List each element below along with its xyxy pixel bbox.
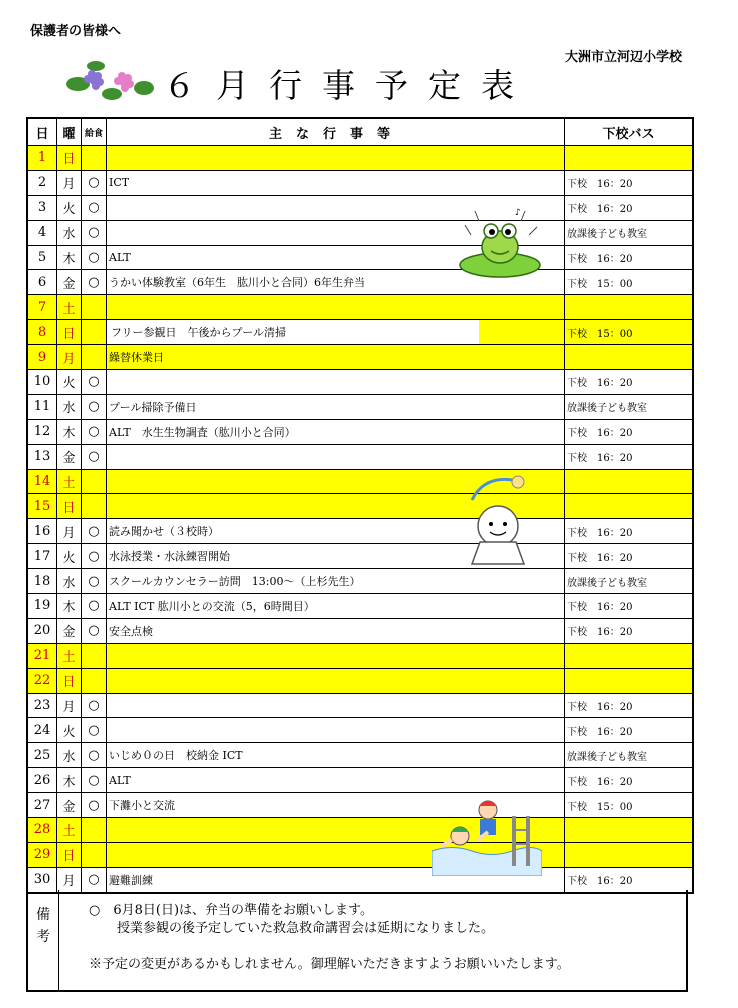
table-row [27,394,693,419]
table-row [27,469,693,494]
row-event: 避難訓練 [107,867,565,892]
row-event [107,320,565,345]
table-header-row [27,118,693,146]
row-event [107,693,565,718]
row-bus: 下校 15：00 [565,320,694,345]
row-weekday: 火 [57,195,82,220]
row-bus: 下校 16：20 [565,618,694,643]
table-row [27,768,693,793]
row-bus [565,295,694,320]
row-lunch: ○ [82,394,107,419]
row-bus: 下校 15：00 [565,793,694,818]
row-lunch: ○ [82,793,107,818]
row-day: 10 [27,370,57,395]
table-row [27,345,693,370]
row-event-highlight [479,320,564,344]
row-bus: 下校 16：20 [565,419,694,444]
table-row [27,370,693,395]
row-weekday: 土 [57,643,82,668]
schedule-table [26,117,694,894]
table-row [27,793,693,818]
row-lunch: ○ [82,519,107,544]
row-weekday: 月 [57,170,82,195]
row-day: 18 [27,569,57,594]
row-bus: 下校 16：20 [565,693,694,718]
table-row [27,245,693,270]
row-bus: 下校 16：20 [565,170,694,195]
table-row [27,818,693,843]
table-row [27,618,693,643]
col-events: 主な行事等 [107,118,565,146]
row-lunch: ○ [82,170,107,195]
row-weekday: 水 [57,569,82,594]
swimming-kids-illustration [432,796,542,876]
table-row [27,295,693,320]
table-row [27,220,693,245]
row-weekday: 土 [57,469,82,494]
row-weekday: 月 [57,519,82,544]
table-row [27,170,693,195]
row-day: 27 [27,793,57,818]
row-bus: 下校 16：20 [565,519,694,544]
row-lunch: ○ [82,370,107,395]
row-day: 26 [27,768,57,793]
table-row [27,444,693,469]
row-weekday: 月 [57,345,82,370]
row-event [107,146,565,171]
row-day: 12 [27,419,57,444]
row-weekday: 日 [57,494,82,519]
notes-table [26,890,688,992]
row-weekday: 火 [57,544,82,569]
row-lunch: ○ [82,867,107,892]
row-lunch: ○ [82,569,107,594]
note-line-3: ※予定の変更があるかもしれません。御理解いただきますようお願いいたします。 [89,957,570,972]
row-lunch [82,345,107,370]
col-bus: 下校バス [565,118,694,146]
row-bus: 放課後子ども教室 [565,220,694,245]
row-event-text: フリー参観日 午後からプール清掃 [109,320,479,344]
row-bus: 下校 16：20 [565,867,694,892]
row-lunch: ○ [82,195,107,220]
row-bus [565,668,694,693]
notes-label [27,890,59,991]
row-weekday: 日 [57,842,82,867]
row-event [107,718,565,743]
row-event: 読み聞かせ（３校時） [107,519,565,544]
row-event: 繰替休業日 [107,345,565,370]
row-day: 24 [27,718,57,743]
school-name: 大洲市立河辺小学校 [564,50,682,65]
row-day: 23 [27,693,57,718]
row-bus: 放課後子ども教室 [565,569,694,594]
row-bus: 放課後子ども教室 [565,743,694,768]
table-row [27,270,693,295]
row-weekday: 土 [57,295,82,320]
table-row [27,569,693,594]
row-day: 21 [27,643,57,668]
row-day: 7 [27,295,57,320]
row-weekday: 水 [57,743,82,768]
row-day: 8 [27,320,57,345]
row-lunch: ○ [82,594,107,619]
row-bus: 下校 16：20 [565,245,694,270]
row-weekday: 水 [57,220,82,245]
row-bus [565,818,694,843]
table-row [27,195,693,220]
row-day: 22 [27,668,57,693]
row-weekday: 金 [57,444,82,469]
to-parents-text: 保護者の皆様へ [30,24,122,39]
row-day: 4 [27,220,57,245]
row-day: 20 [27,618,57,643]
table-row [27,419,693,444]
table-row [27,519,693,544]
row-event: 安全点検 [107,618,565,643]
note-line-2: 授業参観の後予定していた救急救命講習会は延期になりました。 [117,921,495,936]
row-weekday: 水 [57,394,82,419]
row-event: 水泳授業・水泳練習開始 [107,544,565,569]
row-bus: 下校 16：20 [565,544,694,569]
row-weekday: 月 [57,693,82,718]
row-weekday: 月 [57,867,82,892]
col-day: 日 [27,118,57,146]
row-lunch [82,320,107,345]
notes-label-2: 考 [36,929,50,945]
row-event: ALT [107,768,565,793]
row-bus: 下校 16：20 [565,444,694,469]
table-row [27,146,693,171]
row-day: 25 [27,743,57,768]
row-bus: 下校 16：20 [565,768,694,793]
notes-body [59,890,688,991]
row-event [107,668,565,693]
row-weekday: 日 [57,668,82,693]
table-row [27,842,693,867]
row-event: うかい体験教室（6年生 肱川小と合同）6年生弁当 [107,270,565,295]
row-lunch: ○ [82,743,107,768]
row-lunch: ○ [82,544,107,569]
row-bus: 下校 16：20 [565,195,694,220]
row-weekday: 木 [57,245,82,270]
table-row [27,743,693,768]
row-lunch: ○ [82,220,107,245]
row-weekday: 火 [57,718,82,743]
table-row [27,544,693,569]
row-event: ICT [107,170,565,195]
row-lunch [82,494,107,519]
row-lunch: ○ [82,245,107,270]
row-event: ALT 水生生物調査（肱川小と合同） [107,419,565,444]
row-event: プール掃除予備日 [107,394,565,419]
row-event [107,295,565,320]
row-day: 6 [27,270,57,295]
row-bus [565,842,694,867]
row-lunch: ○ [82,718,107,743]
row-weekday: 金 [57,618,82,643]
row-day: 16 [27,519,57,544]
row-day: 29 [27,842,57,867]
row-day: 11 [27,394,57,419]
row-day: 5 [27,245,57,270]
note-line-1: ○ 6月8日(日)は、弁当の準備をお願いします。 [89,903,373,918]
row-day: 17 [27,544,57,569]
table-row [27,594,693,619]
table-row [27,643,693,668]
row-weekday: 金 [57,270,82,295]
row-day: 1 [27,146,57,171]
svg-text:♪: ♪ [515,208,521,218]
row-weekday: 日 [57,146,82,171]
row-lunch [82,469,107,494]
row-lunch [82,842,107,867]
row-bus: 下校 16：20 [565,718,694,743]
teru-teru-bozu-illustration [462,472,534,572]
row-event: いじめ０の日 校納金 ICT [107,743,565,768]
row-lunch: ○ [82,693,107,718]
row-day: 28 [27,818,57,843]
row-lunch: ○ [82,444,107,469]
row-lunch: ○ [82,768,107,793]
row-day: 3 [27,195,57,220]
row-weekday: 日 [57,320,82,345]
row-day: 14 [27,469,57,494]
col-weekday: 曜 [57,118,82,146]
row-weekday: 木 [57,594,82,619]
row-bus: 下校 16：20 [565,370,694,395]
row-weekday: 金 [57,793,82,818]
row-bus [565,345,694,370]
row-day: 19 [27,594,57,619]
table-row [27,494,693,519]
page-title: ６月行事予定表 [163,66,534,105]
row-weekday: 火 [57,370,82,395]
row-day: 15 [27,494,57,519]
row-lunch [82,668,107,693]
row-weekday: 土 [57,818,82,843]
row-day: 9 [27,345,57,370]
row-event [107,444,565,469]
row-bus [565,469,694,494]
row-bus: 放課後子ども教室 [565,394,694,419]
row-bus: 下校 15：00 [565,270,694,295]
row-event: 下灘小と交流 [107,793,565,818]
row-day: 13 [27,444,57,469]
row-event: ALT ICT 肱川小との交流（5，6時間目） [107,594,565,619]
row-lunch: ○ [82,419,107,444]
row-lunch [82,146,107,171]
row-event: ALT [107,245,565,270]
row-lunch [82,643,107,668]
table-row [27,668,693,693]
table-row [27,320,693,345]
row-lunch [82,818,107,843]
hydrangea-illustration [66,54,154,104]
row-event [107,643,565,668]
row-day: 30 [27,867,57,892]
row-weekday: 木 [57,419,82,444]
notes-label-1: 備 [36,907,50,923]
row-day: 2 [27,170,57,195]
frog-illustration [455,205,545,280]
row-event [107,370,565,395]
row-bus: 下校 16：20 [565,594,694,619]
row-event: スクールカウンセラー訪問 13:00～（上杉先生） [107,569,565,594]
row-bus [565,146,694,171]
row-lunch: ○ [82,618,107,643]
row-lunch [82,295,107,320]
row-bus [565,643,694,668]
table-row [27,693,693,718]
col-lunch: 給食 [82,118,107,146]
row-bus [565,494,694,519]
row-lunch: ○ [82,270,107,295]
table-row [27,718,693,743]
table-row [27,867,693,892]
row-weekday: 木 [57,768,82,793]
